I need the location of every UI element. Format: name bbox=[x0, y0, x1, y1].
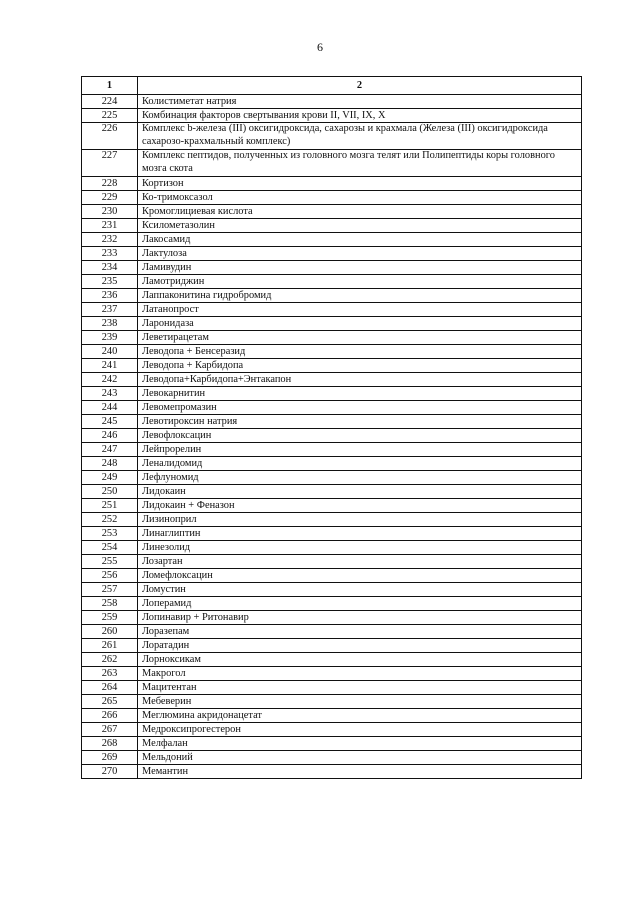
drug-name: Ламотриджин bbox=[138, 275, 582, 289]
row-number: 264 bbox=[82, 681, 138, 695]
table-row bbox=[82, 289, 582, 303]
row-number: 233 bbox=[82, 247, 138, 261]
drug-name: Лидокаин + Феназон bbox=[138, 499, 582, 513]
table-row bbox=[82, 709, 582, 723]
table-row bbox=[82, 219, 582, 233]
row-number: 228 bbox=[82, 177, 138, 191]
table-row bbox=[82, 723, 582, 737]
table-row bbox=[82, 765, 582, 779]
drug-name: Лоразепам bbox=[138, 625, 582, 639]
drug-name: Линезолид bbox=[138, 541, 582, 555]
column-header-number: 1 bbox=[82, 77, 138, 95]
row-number: 267 bbox=[82, 723, 138, 737]
drug-name: Леводопа+Карбидопа+Энтакапон bbox=[138, 373, 582, 387]
row-number: 230 bbox=[82, 205, 138, 219]
drug-name: Медроксипрогестерон bbox=[138, 723, 582, 737]
table-row bbox=[82, 457, 582, 471]
drug-name: Лорноксикам bbox=[138, 653, 582, 667]
drug-name: Мемантин bbox=[138, 765, 582, 779]
table-row bbox=[82, 123, 582, 150]
drug-name: Ломефлоксацин bbox=[138, 569, 582, 583]
row-number: 253 bbox=[82, 527, 138, 541]
drug-name: Мебеверин bbox=[138, 695, 582, 709]
row-number: 259 bbox=[82, 611, 138, 625]
row-number: 248 bbox=[82, 457, 138, 471]
drug-name: Левокарнитин bbox=[138, 387, 582, 401]
drug-name: Леводопа + Карбидопа bbox=[138, 359, 582, 373]
drug-name: Леводопа + Бенсеразид bbox=[138, 345, 582, 359]
table-row bbox=[82, 695, 582, 709]
row-number: 250 bbox=[82, 485, 138, 499]
drug-name: Левотироксин натрия bbox=[138, 415, 582, 429]
table-row bbox=[82, 109, 582, 123]
table-row bbox=[82, 639, 582, 653]
table-row bbox=[82, 95, 582, 109]
table-row bbox=[82, 261, 582, 275]
row-number: 257 bbox=[82, 583, 138, 597]
table-row bbox=[82, 527, 582, 541]
row-number: 235 bbox=[82, 275, 138, 289]
row-number: 251 bbox=[82, 499, 138, 513]
row-number: 261 bbox=[82, 639, 138, 653]
table-row bbox=[82, 415, 582, 429]
drug-name: Лаппаконитина гидробромид bbox=[138, 289, 582, 303]
table-row bbox=[82, 177, 582, 191]
drug-name: Ларонидаза bbox=[138, 317, 582, 331]
table-row bbox=[82, 471, 582, 485]
row-number: 227 bbox=[82, 150, 138, 177]
table-row bbox=[82, 751, 582, 765]
row-number: 254 bbox=[82, 541, 138, 555]
row-number: 269 bbox=[82, 751, 138, 765]
table-row bbox=[82, 513, 582, 527]
drug-name: Колистиметат натрия bbox=[138, 95, 582, 109]
drug-name: Комбинация факторов свертывания крови II, VII, IX, X bbox=[138, 109, 582, 123]
drug-name: Ксилометазолин bbox=[138, 219, 582, 233]
table-header-row bbox=[82, 77, 582, 95]
row-number: 237 bbox=[82, 303, 138, 317]
table-body bbox=[82, 95, 582, 779]
drug-name: Комплекс b-железа (III) оксигидроксида, сахарозы и крахмала (Железа (III) оксигидроксида сахарозо-крахмальный комплекс) bbox=[138, 123, 582, 150]
drug-name: Леветирацетам bbox=[138, 331, 582, 345]
drug-name: Мельдоний bbox=[138, 751, 582, 765]
row-number: 231 bbox=[82, 219, 138, 233]
row-number: 224 bbox=[82, 95, 138, 109]
drug-name: Кромоглициевая кислота bbox=[138, 205, 582, 219]
drug-name: Меглюмина акридонацетат bbox=[138, 709, 582, 723]
table-row bbox=[82, 191, 582, 205]
table-row bbox=[82, 737, 582, 751]
table-row bbox=[82, 150, 582, 177]
table-row bbox=[82, 625, 582, 639]
row-number: 232 bbox=[82, 233, 138, 247]
drug-name: Комплекс пептидов, полученных из головного мозга телят или Полипептиды коры головного мозга скота bbox=[138, 150, 582, 177]
table-row bbox=[82, 611, 582, 625]
row-number: 243 bbox=[82, 387, 138, 401]
table-row bbox=[82, 667, 582, 681]
row-number: 226 bbox=[82, 123, 138, 150]
row-number: 260 bbox=[82, 625, 138, 639]
table-row bbox=[82, 597, 582, 611]
table-row bbox=[82, 247, 582, 261]
drug-name: Латанопрост bbox=[138, 303, 582, 317]
row-number: 240 bbox=[82, 345, 138, 359]
row-number: 234 bbox=[82, 261, 138, 275]
row-number: 247 bbox=[82, 443, 138, 457]
table-row bbox=[82, 275, 582, 289]
row-number: 245 bbox=[82, 415, 138, 429]
drug-name: Леналидомид bbox=[138, 457, 582, 471]
table-row bbox=[82, 569, 582, 583]
row-number: 270 bbox=[82, 765, 138, 779]
table-row bbox=[82, 499, 582, 513]
table-row bbox=[82, 681, 582, 695]
table-row bbox=[82, 387, 582, 401]
drug-name: Лактулоза bbox=[138, 247, 582, 261]
table-row bbox=[82, 555, 582, 569]
row-number: 252 bbox=[82, 513, 138, 527]
table-row bbox=[82, 345, 582, 359]
table-row bbox=[82, 205, 582, 219]
drug-name: Лоратадин bbox=[138, 639, 582, 653]
table-row bbox=[82, 653, 582, 667]
row-number: 256 bbox=[82, 569, 138, 583]
table-row bbox=[82, 317, 582, 331]
drug-name: Лоперамид bbox=[138, 597, 582, 611]
table-row bbox=[82, 331, 582, 345]
row-number: 265 bbox=[82, 695, 138, 709]
drug-name: Макрогол bbox=[138, 667, 582, 681]
drug-name: Линаглиптин bbox=[138, 527, 582, 541]
table-row bbox=[82, 373, 582, 387]
row-number: 263 bbox=[82, 667, 138, 681]
table-row bbox=[82, 233, 582, 247]
table-row bbox=[82, 359, 582, 373]
row-number: 239 bbox=[82, 331, 138, 345]
row-number: 258 bbox=[82, 597, 138, 611]
table-row bbox=[82, 401, 582, 415]
row-number: 229 bbox=[82, 191, 138, 205]
drug-name: Лизиноприл bbox=[138, 513, 582, 527]
table-row bbox=[82, 303, 582, 317]
row-number: 242 bbox=[82, 373, 138, 387]
drug-name: Лопинавир + Ритонавир bbox=[138, 611, 582, 625]
drug-name: Лозартан bbox=[138, 555, 582, 569]
table-row bbox=[82, 443, 582, 457]
drug-name: Левофлоксацин bbox=[138, 429, 582, 443]
drug-name: Кортизон bbox=[138, 177, 582, 191]
row-number: 246 bbox=[82, 429, 138, 443]
row-number: 249 bbox=[82, 471, 138, 485]
drug-name: Мацитентан bbox=[138, 681, 582, 695]
row-number: 244 bbox=[82, 401, 138, 415]
drug-name: Мелфалан bbox=[138, 737, 582, 751]
row-number: 241 bbox=[82, 359, 138, 373]
drug-name: Ломустин bbox=[138, 583, 582, 597]
table-row bbox=[82, 541, 582, 555]
table-row bbox=[82, 429, 582, 443]
drug-name: Левомепромазин bbox=[138, 401, 582, 415]
table-row bbox=[82, 485, 582, 499]
row-number: 225 bbox=[82, 109, 138, 123]
drug-name: Лакосамид bbox=[138, 233, 582, 247]
drug-name: Ко-тримоксазол bbox=[138, 191, 582, 205]
drug-name: Ламивудин bbox=[138, 261, 582, 275]
row-number: 266 bbox=[82, 709, 138, 723]
row-number: 236 bbox=[82, 289, 138, 303]
page-number: 6 bbox=[317, 40, 323, 54]
drug-name: Лидокаин bbox=[138, 485, 582, 499]
row-number: 262 bbox=[82, 653, 138, 667]
row-number: 268 bbox=[82, 737, 138, 751]
column-header-name: 2 bbox=[138, 77, 582, 95]
row-number: 238 bbox=[82, 317, 138, 331]
drug-name: Лейпрорелин bbox=[138, 443, 582, 457]
table-row bbox=[82, 583, 582, 597]
medication-table bbox=[81, 76, 582, 779]
row-number: 255 bbox=[82, 555, 138, 569]
drug-name: Лефлуномид bbox=[138, 471, 582, 485]
